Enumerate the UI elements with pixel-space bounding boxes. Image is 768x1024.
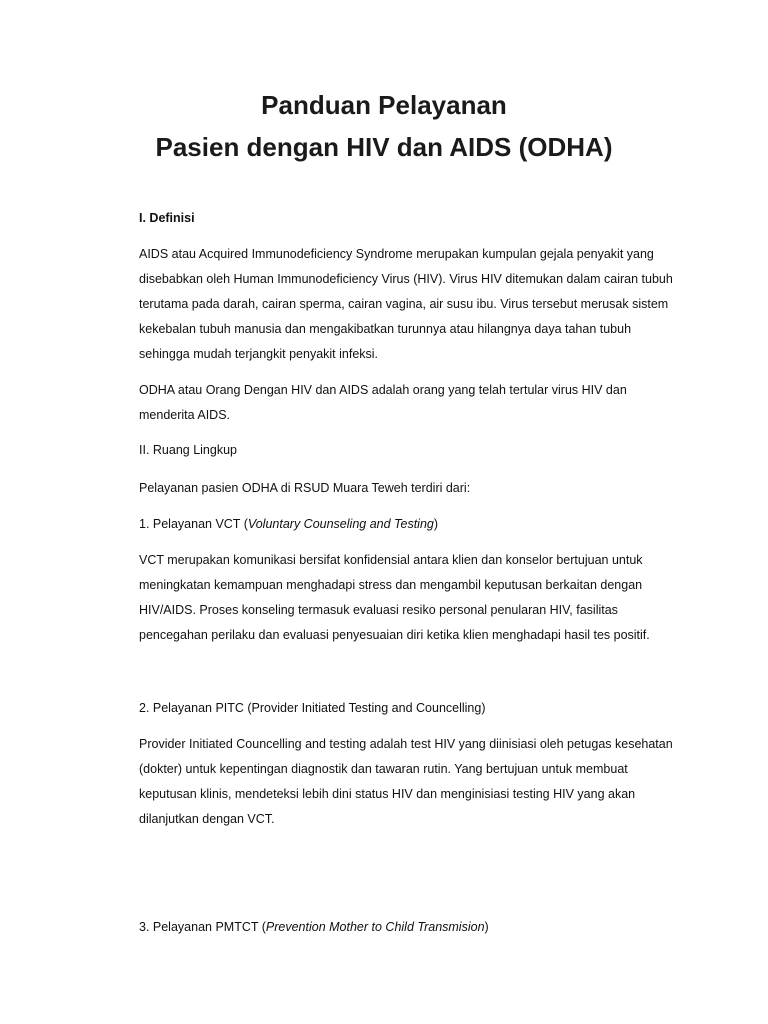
item-suffix: ) [484, 920, 489, 934]
section-heading-definisi: I. Definisi [139, 211, 195, 225]
paragraph-vct [139, 548, 679, 648]
section-heading-text: II. Ruang Lingkup [139, 443, 237, 457]
paragraph-definisi-aids [139, 242, 679, 367]
list-item-pmtct-heading [139, 915, 679, 940]
document-title-line2: Pasien dengan HIV dan AIDS (ODHA) [155, 132, 613, 162]
paragraph-text: VCT merupakan komunikasi bersifat konfidensial antara klien dan konselor bertujuan untuk meningkatan kemampuan menghadapi stress dan mengambil keputusan berkaitan dengan HIV/AIDS. Proses konseling termasuk evaluasi resiko personal penularan HIV, fasilitas pencegahan perilaku dan evaluasi penyesuaian diri ketika klien menghadapi hasil tes positif. [139, 553, 650, 642]
paragraph-ruang-lingkup-intro: Pelayanan pasien ODHA di RSUD Muara Teweh terdiri dari: [139, 481, 471, 495]
paragraph-definisi-odha [139, 378, 679, 428]
document-title-line1: Panduan Pelayanan [261, 90, 507, 120]
paragraph-text: AIDS atau Acquired Immunodeficiency Syndrome merupakan kumpulan gejala penyakit yang disebabkan oleh Human Immunodeficiency Virus (HIV). Virus HIV ditemukan dalam cairan tubuh terutama pada darah, cairan sperma, cairan vagina, air susu ibu. Virus tersebut merusak sistem kekebalan tubuh manusia dan mengakibatkan turunnya atau hilangnya daya tahan tubuh sehingga mudah terjangkit penyakit infeksi. [139, 247, 673, 361]
item-italic: Voluntary Counseling and Testing [247, 517, 434, 531]
item-suffix: ) [433, 517, 439, 531]
paragraph-pitc [139, 732, 679, 832]
item-prefix: 1. Pelayanan VCT ( [139, 517, 248, 531]
section-heading-ruang-lingkup [139, 438, 679, 463]
list-item-vct-heading [139, 512, 679, 537]
paragraph-text: ODHA atau Orang Dengan HIV dan AIDS adalah orang yang telah tertular virus HIV dan menderita AIDS. [139, 383, 627, 422]
list-item-pitc-heading: 2. Pelayanan PITC (Provider Initiated Testing and Councelling) [139, 701, 486, 715]
item-prefix: 3. Pelayanan PMTCT ( [139, 920, 266, 934]
item-italic: Prevention Mother to Child Transmision [265, 920, 485, 934]
paragraph-text: Provider Initiated Councelling and testing adalah test HIV yang diinisiasi oleh petugas kesehatan (dokter) untuk kepentingan diagnostik dan tawaran rutin. Yang bertujuan untuk membuat keputusan klinis, mendeteksi lebih dini status HIV dan menginisiasi testing HIV yang akan dilanjutkan dengan VCT. [139, 737, 673, 826]
